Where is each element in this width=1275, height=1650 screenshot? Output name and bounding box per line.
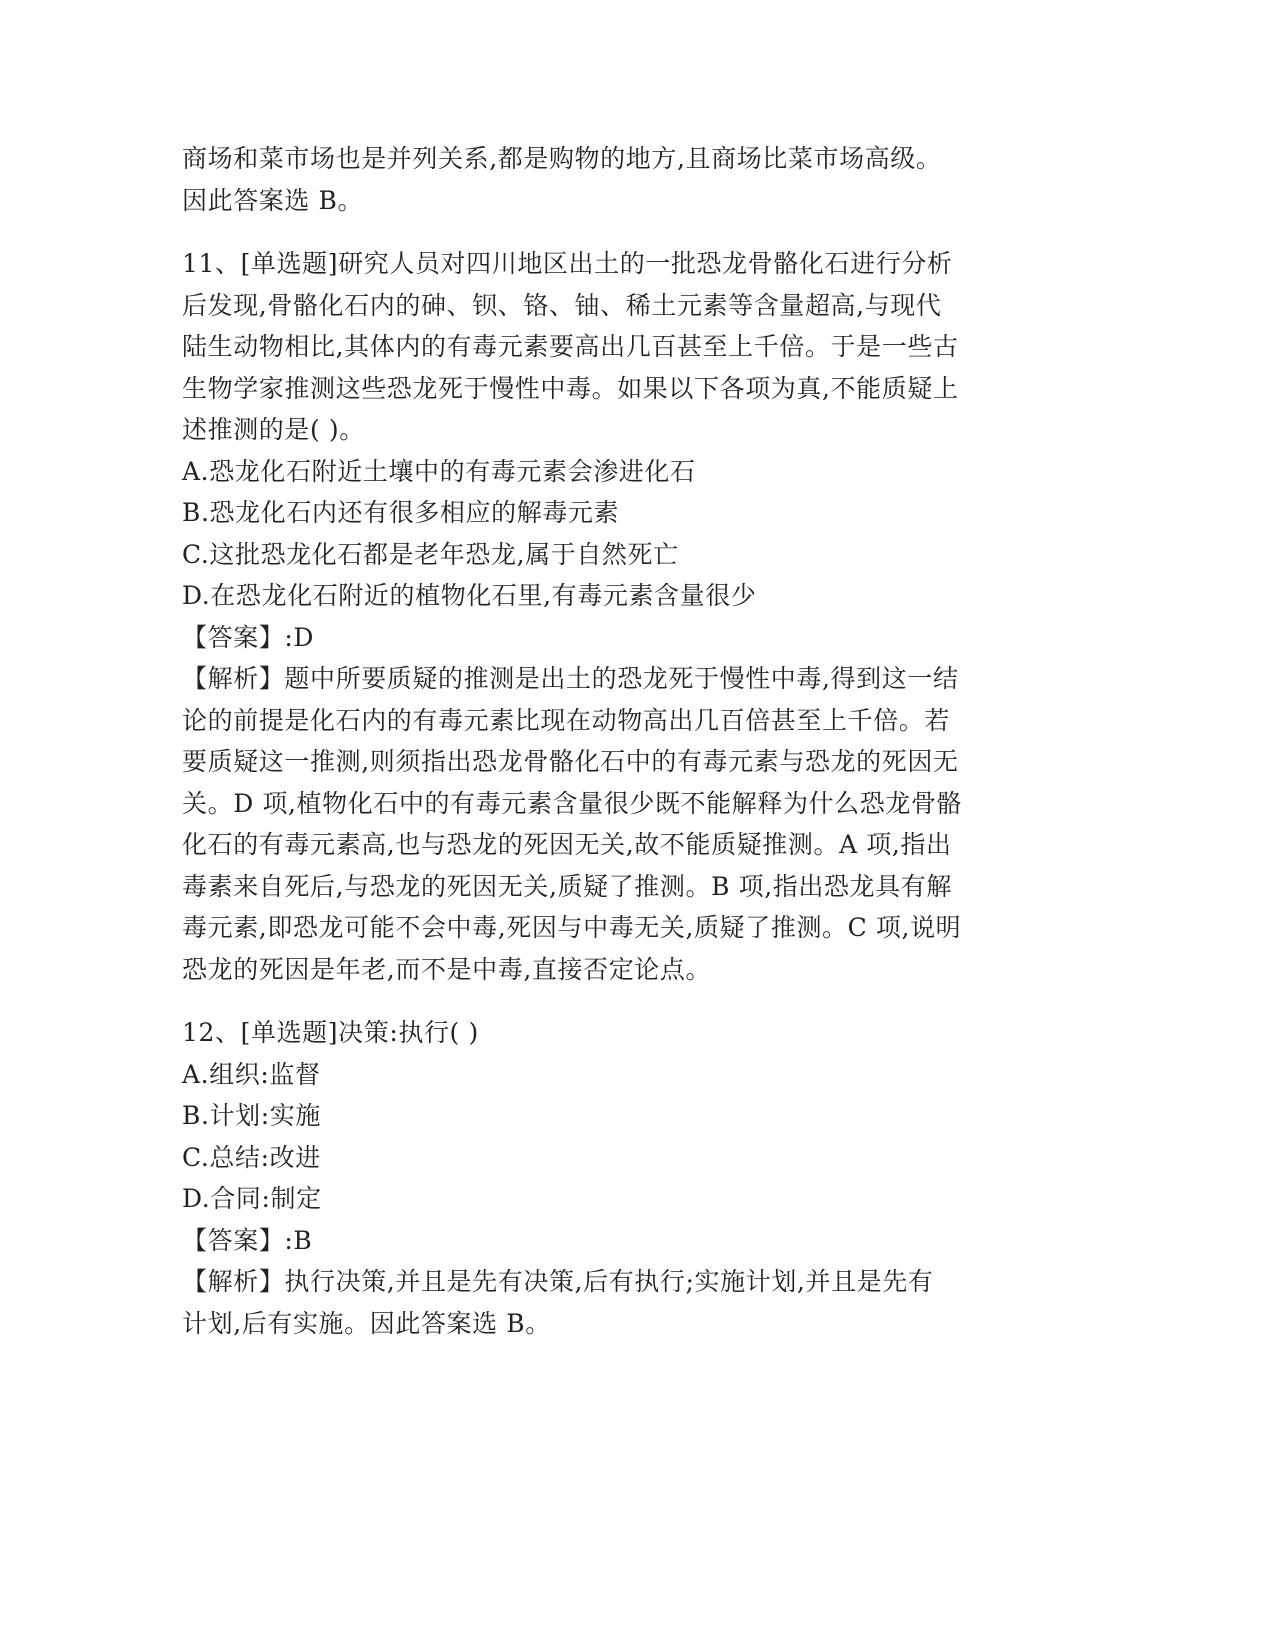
question-11 <box>182 243 1042 990</box>
option-c: C.总结:改进 <box>182 1142 321 1172</box>
text-line: 要质疑这一推测,则须指出恐龙骨骼化石中的有毒元素与恐龙的死因无 <box>182 747 959 776</box>
analysis-paragraph <box>182 1261 1042 1344</box>
text-line: 计划,后有实施。因此答案选 B。 <box>182 1308 551 1338</box>
text-line: 【解析】题中所要质疑的推测是出土的恐龙死于慢性中毒,得到这一结 <box>182 664 959 693</box>
option-b: B.计划:实施 <box>182 1101 321 1130</box>
text-line: 商场和菜市场也是并列关系,都是购物的地方,且商场比菜市场高级。 <box>182 144 942 173</box>
text-line: 陆生动物相比,其体内的有毒元素要高出几百甚至上千倍。于是一些古 <box>182 332 959 361</box>
answer-line: 【答案】:B <box>182 1225 313 1255</box>
question-stem <box>182 243 1042 451</box>
text-line: 毒元素,即恐龙可能不会中毒,死因与中毒无关,质疑了推测。C 项,说明 <box>182 913 962 942</box>
option-d: D.在恐龙化石附近的植物化石里,有毒元素含量很少 <box>182 581 757 610</box>
intro-paragraph <box>182 138 1042 221</box>
text-line: 11、[单选题]研究人员对四川地区出土的一批恐龙骨骼化石进行分析 <box>182 249 953 278</box>
analysis-paragraph <box>182 658 1042 990</box>
answer-line: 【答案】:D <box>182 622 315 652</box>
document-page <box>182 138 1042 1344</box>
question-stem: 12、[单选题]决策:执行( ) <box>182 1018 479 1047</box>
text-line: 关。D 项,植物化石中的有毒元素含量很少既不能解释为什么恐龙骨骼 <box>182 788 963 818</box>
text-line: 恐龙的死因是年老,而不是中毒,直接否定论点。 <box>182 954 712 984</box>
question-12 <box>182 1012 1042 1344</box>
text-line: 后发现,骨骼化石内的砷、钡、铬、铀、稀土元素等含量超高,与现代 <box>182 290 942 320</box>
text-line: 生物学家推测这些恐龙死于慢性中毒。如果以下各项为真,不能质疑上 <box>182 373 959 403</box>
option-c: C.这批恐龙化石都是老年恐龙,属于自然死亡 <box>182 539 679 569</box>
option-a: A.恐龙化石附近土壤中的有毒元素会渗进化石 <box>182 456 696 486</box>
option-b: B.恐龙化石内还有很多相应的解毒元素 <box>182 498 620 527</box>
option-a: A.组织:监督 <box>182 1059 321 1089</box>
text-line: 【解析】执行决策,并且是先有决策,后有执行;实施计划,并且是先有 <box>182 1267 934 1296</box>
option-d: D.合同:制定 <box>182 1184 322 1213</box>
text-line: 毒素来自死后,与恐龙的死因无关,质疑了推测。B 项,指出恐龙具有解 <box>182 871 952 901</box>
text-line: 论的前提是化石内的有毒元素比现在动物高出几百倍甚至上千倍。若 <box>182 705 951 735</box>
text-line: 述推测的是( )。 <box>182 415 365 444</box>
text-line: 化石的有毒元素高,也与恐龙的死因无关,故不能质疑推测。A 项,指出 <box>182 830 952 859</box>
text-line: 因此答案选 B。 <box>182 185 364 215</box>
